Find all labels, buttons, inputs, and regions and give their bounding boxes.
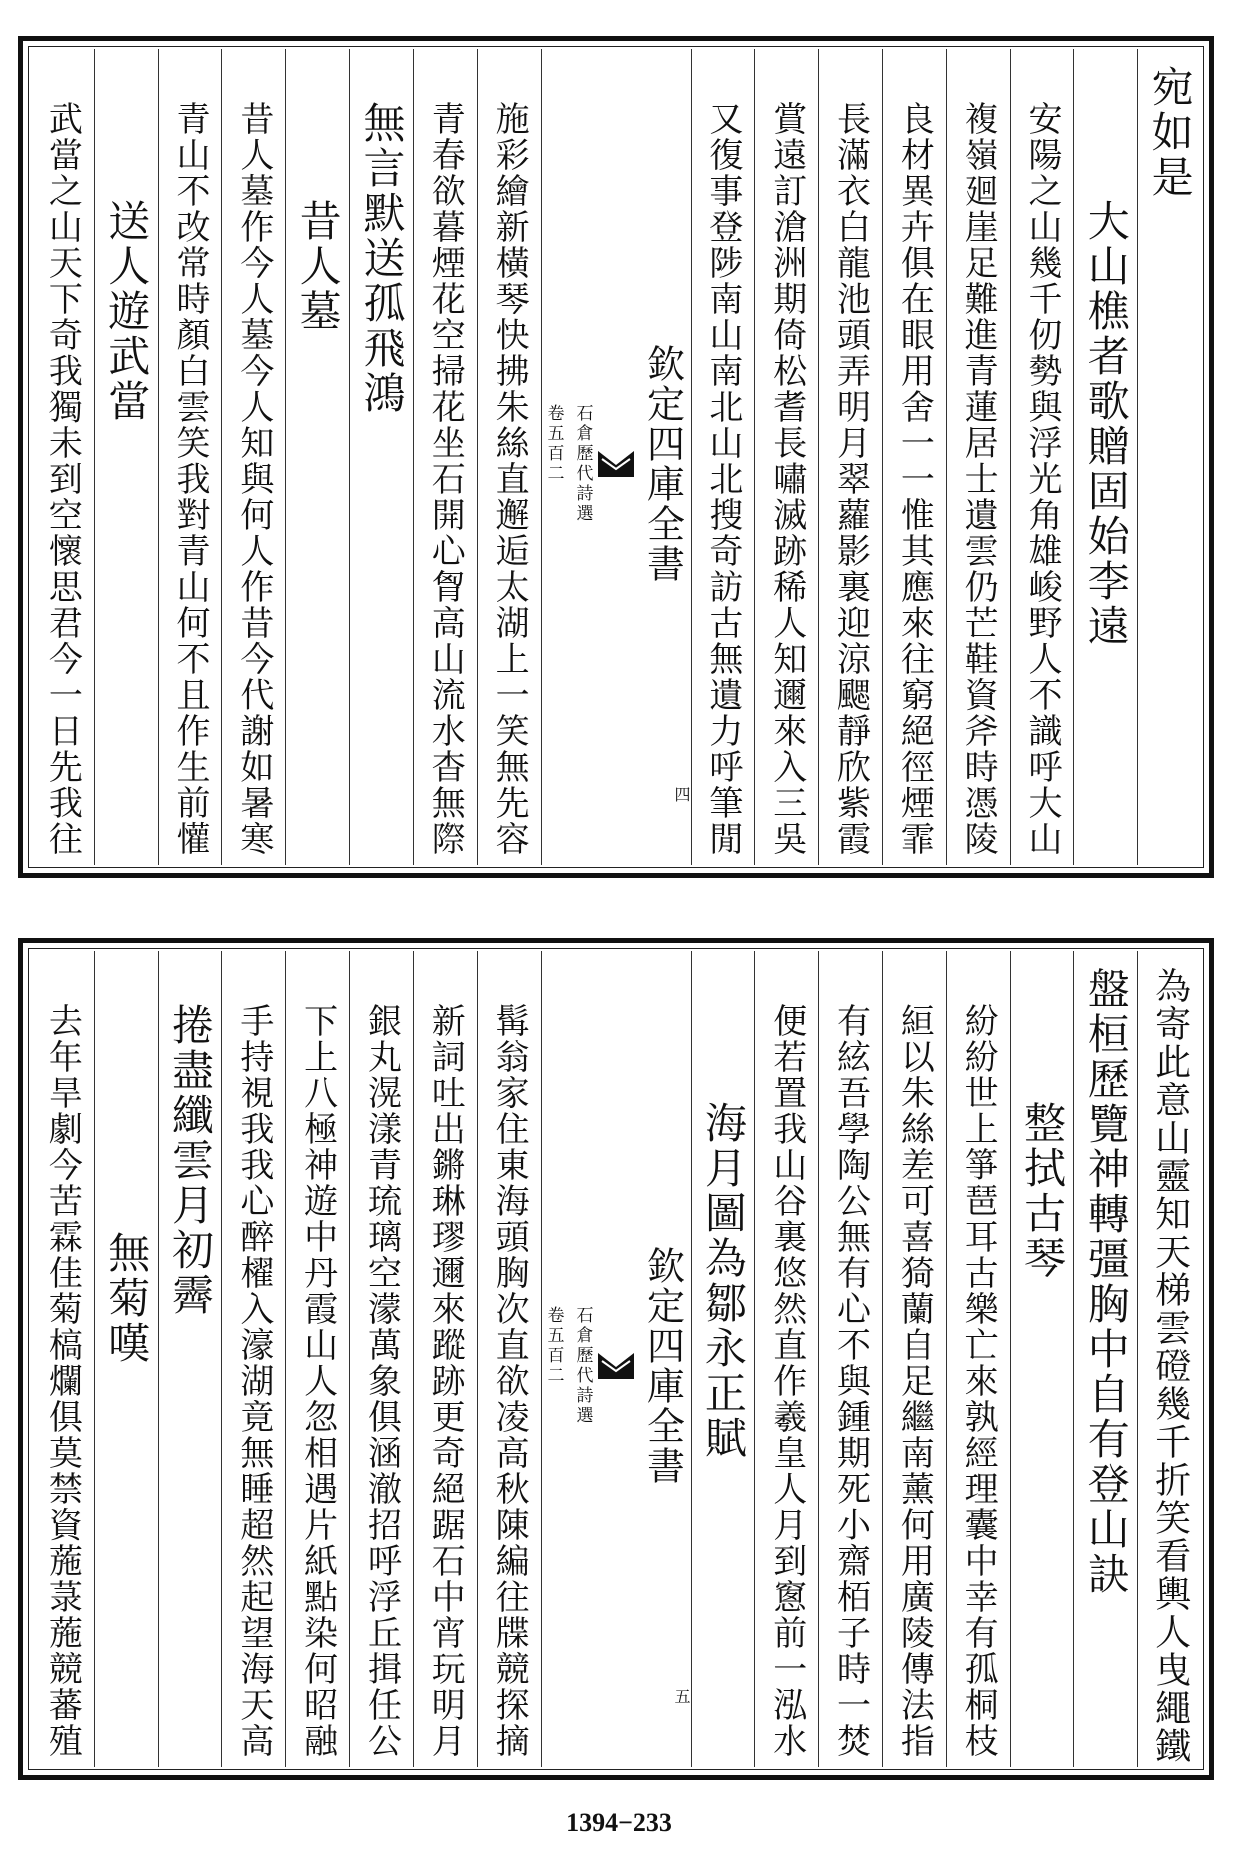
- text-column: 手持視我我心醉櫂入濠湖竟無睡超然起望海天高: [221, 951, 285, 1767]
- text-column: 為寄此意山靈知天梯雲磴幾千折笑看輿人曳繩鐵: [1137, 951, 1201, 1767]
- text-column: 昔人墓作今人墓今人知與何人作昔今代謝如暑寒: [221, 49, 285, 865]
- text-column: 髯翁家住東海頭胸次直欲凌高秋陳編往牒競探摘: [477, 951, 541, 1767]
- volume-label: [542, 404, 596, 524]
- folio-number: 四: [674, 785, 691, 804]
- volume-number: 卷五百二: [543, 404, 564, 484]
- text-columns-upper: [31, 49, 1201, 865]
- text-columns-lower: [31, 951, 1201, 1767]
- text-column: 整拭古琴: [1010, 951, 1074, 1767]
- text-column: 青山不改常時顏白雲笑我對青山何不且作生前懽: [158, 49, 222, 865]
- text-column: 又復事登陟南山南北山北搜奇訪古無遺力呼筆閒: [691, 49, 755, 865]
- text-column: 紛紛世上箏琶耳古樂亡來孰經理囊中幸有孤桐枝: [946, 951, 1010, 1767]
- text-column: 盤桓歷覽神轉彊胸中自有登山訣: [1073, 951, 1137, 1767]
- text-column: 良材異卉俱在眼用舍一一惟其應來往窮絕徑煙霏: [882, 49, 946, 865]
- text-column: 有絃吾學陶公無有心不與鍾期死小齋栢子時一焚: [818, 951, 882, 1767]
- center-fold-margin: [541, 951, 691, 1767]
- text-column: 武當之山天下奇我獨未到空懷思君今一日先我往: [42, 101, 83, 857]
- page-upper: [18, 36, 1214, 878]
- text-column: 新詞吐出鏘琳璆邇來蹤跡更奇絕踞石中宵玩明月: [413, 951, 477, 1767]
- folio-number: 五: [674, 1687, 691, 1706]
- fishtail-mark-icon: [596, 1349, 636, 1383]
- text-column: 海月圖為鄒永正賦: [691, 951, 755, 1767]
- text-column: 銀丸滉漾青琉璃空濛萬象俱涵澈招呼浮丘揖任公: [349, 951, 413, 1767]
- fishtail-mark-icon: [596, 447, 636, 481]
- text-column: 去年旱劇今苦霖佳菊槁爛俱莫禁資葹菉葹競蕃殖: [42, 1003, 83, 1759]
- volume-number: 卷五百二: [543, 1306, 564, 1386]
- book-title: 欽定四庫全書: [640, 1246, 685, 1486]
- text-column: 安陽之山幾千仞勢與浮光角雄峻野人不識呼大山: [1010, 49, 1074, 865]
- text-column: 送人遊武當: [94, 49, 158, 865]
- page-footer-number: 1394−233: [566, 1808, 672, 1837]
- text-column: 捲盡纖雲月初霽: [158, 951, 222, 1767]
- volume-label: [542, 1306, 596, 1426]
- text-column: 無言默送孤飛鴻: [349, 49, 413, 865]
- text-column: 賞遠訂滄洲期倚松耆長嘯滅跡稀人知邇來入三吳: [754, 49, 818, 865]
- collection-title: 石倉歷代詩選: [572, 1306, 593, 1426]
- text-column: 長滿衣白龍池頭弄明月翠蘿影裏迎涼颸靜欣紫霞: [818, 49, 882, 865]
- text-column: 昔人墓: [285, 49, 349, 865]
- text-column: 便若置我山谷裏悠然直作羲皇人月到窻前一泓水: [754, 951, 818, 1767]
- page-lower: [18, 938, 1214, 1780]
- text-column: 施彩繪新橫琴快拂朱絲直邂逅太湖上一笑無先容: [477, 49, 541, 865]
- text-column: 大山樵者歌贈固始李遠: [1073, 49, 1137, 865]
- text-column: 青春欲暮煙花空掃花坐石開心胷高山流水杳無際: [413, 49, 477, 865]
- text-column: 宛如是: [1137, 49, 1201, 865]
- center-fold-margin: [541, 49, 691, 865]
- text-column: 無菊嘆: [94, 951, 158, 1767]
- collection-title: 石倉歷代詩選: [572, 404, 593, 524]
- text-column: 下上八極神遊中丹霞山人忽相遇片紙點染何昭融: [285, 951, 349, 1767]
- text-column: 複嶺廻崖足難進青蓮居士遺雲仍芒鞋資斧時憑陵: [946, 49, 1010, 865]
- text-column: 絙以朱絲差可喜猗蘭自足繼南薰何用廣陵傳法指: [882, 951, 946, 1767]
- book-title: 欽定四庫全書: [640, 344, 685, 584]
